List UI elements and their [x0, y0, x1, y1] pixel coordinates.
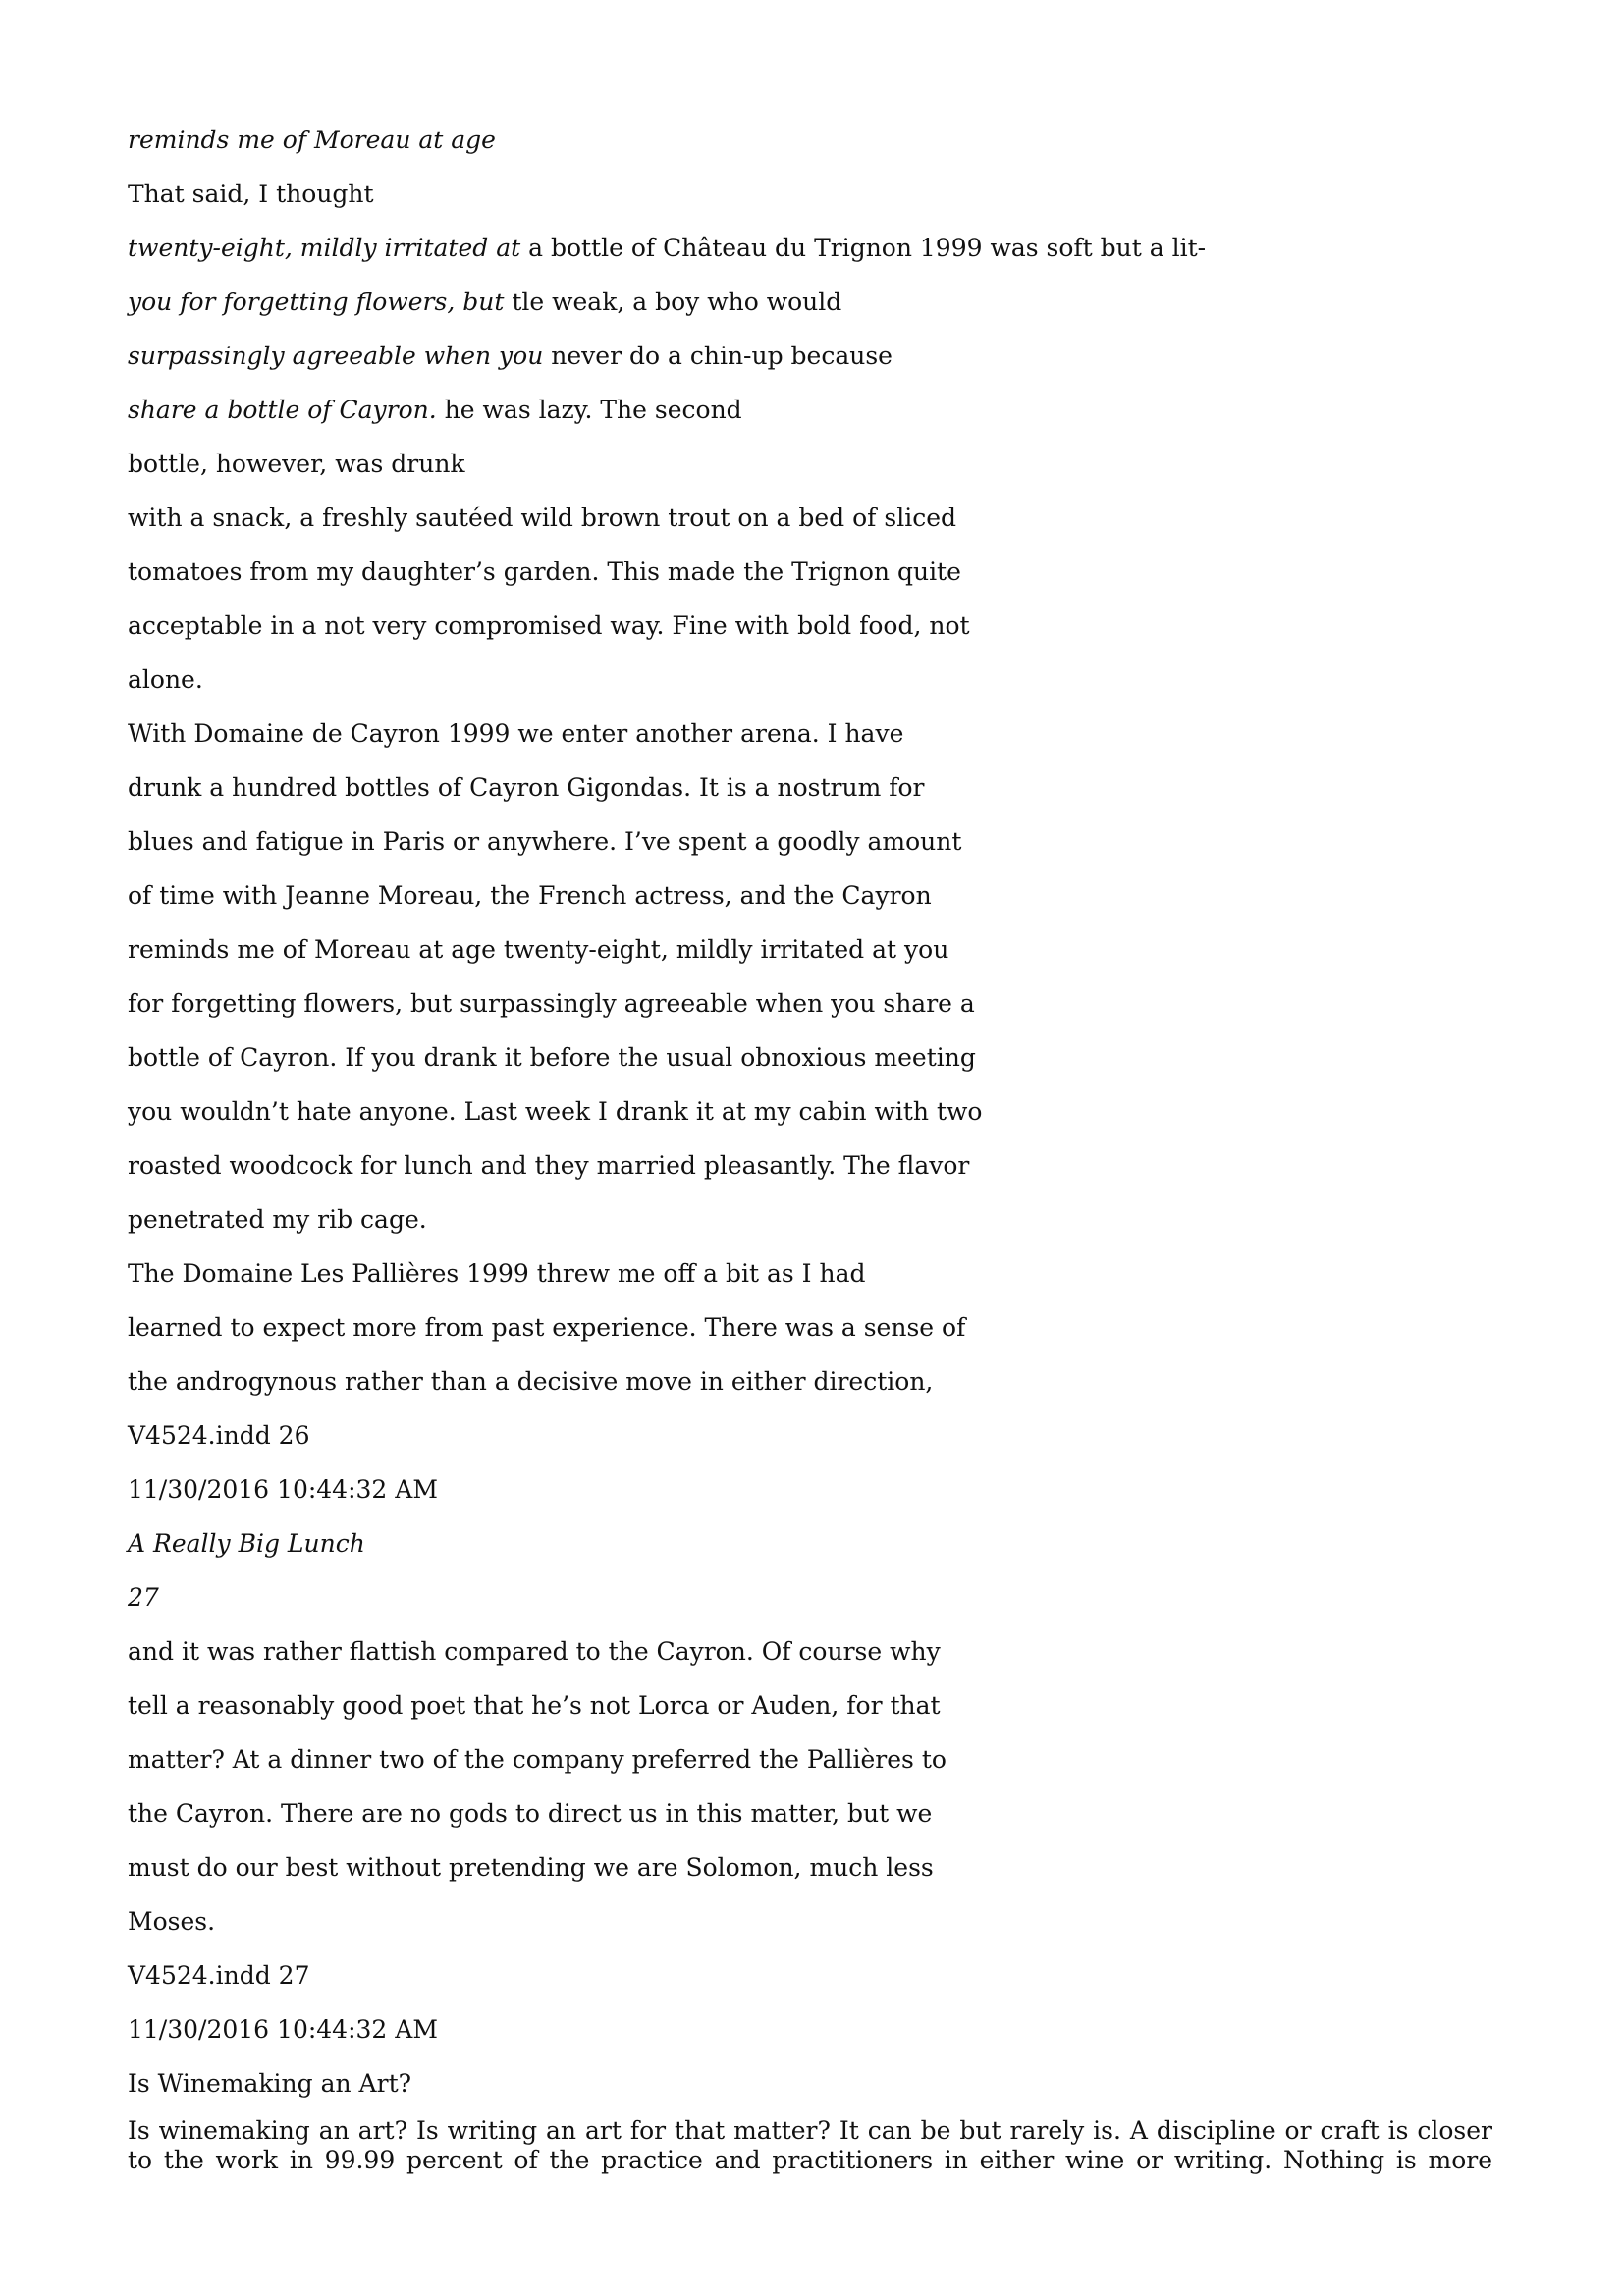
text-line	[128, 599, 1495, 653]
running-head	[128, 1517, 1495, 1571]
timestamp	[128, 2002, 1495, 2056]
plain-text: bottle, however, was drunk	[128, 450, 465, 478]
plain-text: must do our best without pretending we are Solomon, much less	[128, 1853, 934, 1882]
plain-text: matter? At a dinner two of the company preferred the Pallières to	[128, 1745, 947, 1774]
text-line	[128, 1679, 1495, 1733]
timestamp	[128, 1463, 1495, 1517]
plain-text: with a snack, a freshly sautéed wild brown trout on a bed of sliced	[128, 504, 956, 532]
text-line	[128, 1895, 1495, 1949]
text-line	[128, 1355, 1495, 1409]
plain-text: penetrated my rib cage.	[128, 1205, 427, 1234]
plain-text: That said, I thought	[128, 180, 374, 208]
final-paragraph	[128, 2116, 1492, 2175]
plain-text: acceptable in a not very compromised way. Fine with bold food, not	[128, 612, 970, 640]
text-line	[128, 923, 1495, 977]
text-line	[128, 437, 1495, 491]
text-line	[128, 167, 1495, 221]
text-line	[128, 545, 1495, 599]
file-slug	[128, 1949, 1495, 2002]
text-line	[128, 383, 1495, 437]
text-line	[128, 1787, 1495, 1841]
text-line	[128, 329, 1495, 383]
plain-text: reminds me of Moreau at age twenty-eight, mildly irritated at you	[128, 935, 949, 964]
italic-text: twenty-eight, mildly irritated at	[128, 234, 521, 262]
plain-text: alone.	[128, 666, 203, 694]
page-number	[128, 1571, 1495, 1625]
text-line	[128, 761, 1495, 815]
text-line	[128, 491, 1495, 545]
text-line	[128, 1733, 1495, 1787]
plain-text: tle weak, a boy who would	[504, 288, 842, 316]
plain-text: blues and fatigue in Paris or anywhere. I’ve spent a goodly amount	[128, 828, 962, 856]
italic-text: reminds me of Moreau at age	[128, 126, 496, 154]
paragraph-line-2: to the work in 99.99 percent of the practice and practitioners in either wine or writing. Nothing is more	[128, 2146, 1492, 2174]
plain-text: tomatoes from my daughter’s garden. This made the Trignon quite	[128, 558, 961, 586]
text-line	[128, 653, 1495, 707]
plain-text: With Domaine de Cayron 1999 we enter another arena. I have	[128, 720, 904, 748]
text-line	[128, 1841, 1495, 1895]
plain-text: V4524.indd 27	[128, 1961, 310, 1990]
paragraph-line-1: Is winemaking an art? Is writing an art for that matter? It can be but rarely is. A discipline or craft is closer	[128, 2116, 1492, 2145]
file-slug	[128, 1409, 1495, 1463]
plain-text: roasted woodcock for lunch and they married pleasantly. The flavor	[128, 1151, 970, 1180]
text-line	[128, 1193, 1495, 1247]
text-line	[128, 977, 1495, 1031]
plain-text: of time with Jeanne Moreau, the French actress, and the Cayron	[128, 881, 932, 910]
italic-text: 27	[128, 1583, 159, 1612]
plain-text: bottle of Cayron. If you drank it before the usual obnoxious meeting	[128, 1043, 976, 1072]
plain-text: never do a chin-up because	[543, 342, 893, 370]
text-line	[128, 1031, 1495, 1085]
plain-text: he was lazy. The second	[436, 396, 742, 424]
text-line	[128, 1247, 1495, 1301]
italic-text: you for forgetting flowers, but	[128, 288, 505, 316]
plain-text: The Domaine Les Pallières 1999 threw me off a bit as I had	[128, 1259, 866, 1288]
text-line	[128, 1625, 1495, 1679]
plain-text: Moses.	[128, 1907, 216, 1936]
plain-text: Is Winemaking an Art?	[128, 2069, 412, 2098]
plain-text: tell a reasonably good poet that he’s not Lorca or Auden, for that	[128, 1691, 941, 1720]
plain-text: you wouldn’t hate anyone. Last week I drank it at my cabin with two	[128, 1097, 983, 1126]
plain-text: V4524.indd 26	[128, 1421, 310, 1450]
plain-text: for forgetting flowers, but surpassingly agreeable when you share a	[128, 989, 975, 1018]
text-line	[128, 707, 1495, 761]
text-line	[128, 869, 1495, 923]
text-line	[128, 1301, 1495, 1355]
italic-text: surpassingly agreeable when you	[128, 342, 544, 370]
text-line	[128, 113, 1495, 167]
italic-text: A Really Big Lunch	[128, 1529, 365, 1558]
plain-text: 11/30/2016 10:44:32 AM	[128, 2015, 438, 2044]
section-heading	[128, 2056, 1495, 2110]
plain-text: drunk a hundred bottles of Cayron Gigondas. It is a nostrum for	[128, 774, 925, 802]
plain-text: learned to expect more from past experience. There was a sense of	[128, 1313, 966, 1342]
plain-text: and it was rather flattish compared to the Cayron. Of course why	[128, 1637, 941, 1666]
plain-text: the Cayron. There are no gods to direct us in this matter, but we	[128, 1799, 933, 1828]
text-line	[128, 221, 1495, 275]
text-line	[128, 275, 1495, 329]
plain-text: the androgynous rather than a decisive move in either direction,	[128, 1367, 934, 1396]
text-line	[128, 1139, 1495, 1193]
plain-text: a bottle of Château du Trignon 1999 was soft but a lit-	[520, 234, 1207, 262]
text-line	[128, 815, 1495, 869]
text-line	[128, 1085, 1495, 1139]
plain-text: 11/30/2016 10:44:32 AM	[128, 1475, 438, 1504]
italic-text: share a bottle of Cayron.	[128, 396, 437, 424]
